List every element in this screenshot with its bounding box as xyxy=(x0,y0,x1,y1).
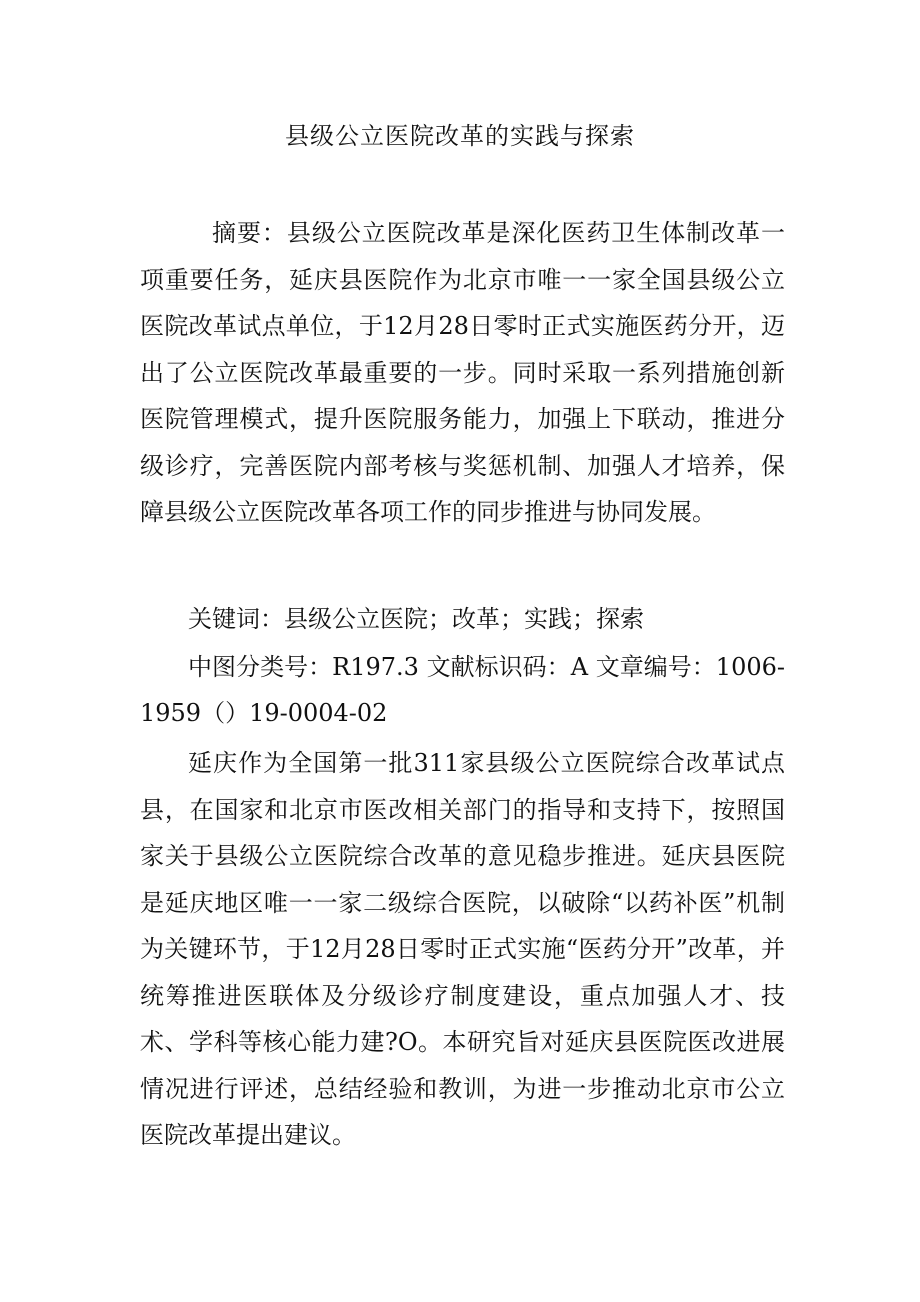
document-title: 县级公立医院改革的实践与探索 xyxy=(285,122,635,150)
abstract-paragraph: 摘要：县级公立医院改革是深化医药卫生体制改革一项重要任务，延庆县医院作为北京市唯一一家全国县级公立医院改革试点单位，于12月28日零时正式实施医药分开，迈出了公立医院改革最重要的一步。同时采取一系列措施创新医院管理模式，提升医院服务能力，加强上下联动，推进分级诊疗，完善医院内部考核与奖惩机制、加强人才培养，保障县级公立医院改革各项工作的同步推进与协同发展。 xyxy=(140,219,785,526)
keywords-line: 关键词：县级公立医院；改革；实践；探索 xyxy=(188,605,644,633)
classification-line: 中图分类号：R197.3 文献标识码：A 文章编号：1006-1959（）19-0004-02 xyxy=(140,653,785,727)
body-paragraph: 延庆作为全国第一批311家县级公立医院综合改革试点县，在国家和北京市医改相关部门的指导和支持下，按照国家关于县级公立医院综合改革的意见稳步推进。延庆县医院是延庆地区唯一一家二级综合医院，以破除“以药补医”机制为关键环节，于12月28日零时正式实施“医药分开”改革，并统筹推进医联体及分级诊疗制度建设，重点加强人才、技术、学科等核心能力建?O。本研究旨对延庆县医院医改进展情况进行评述，总结经验和教训，为进一步推动北京市公立医院改革提出建议。 xyxy=(140,749,785,1149)
